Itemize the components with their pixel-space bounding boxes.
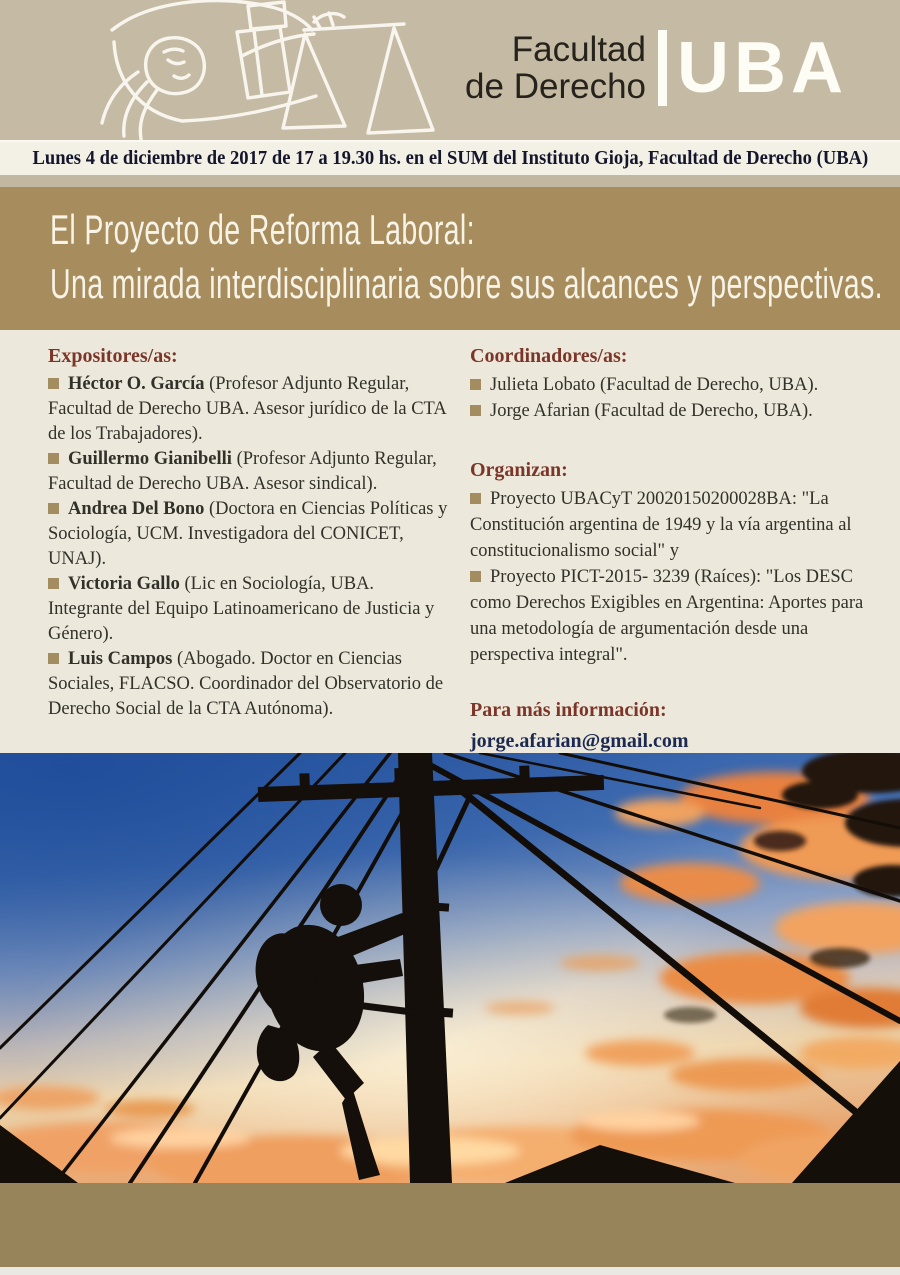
square-bullet-icon <box>470 493 481 504</box>
speaker-detail: (Abogado. Doctor en Ciencias Sociales, FLACSO. Coordinador del Observatorio de Derecho Social de la CTA Autónoma). <box>48 649 444 719</box>
body-area <box>0 330 900 753</box>
speaker-name: Andrea Del Bono <box>68 499 205 519</box>
coordinators-section <box>470 344 884 424</box>
date-banner <box>0 140 900 175</box>
speaker-item <box>48 572 452 647</box>
organizer-item: Proyecto UBACyT 20020150200028BA: "La Constitución argentina de 1949 y la vía argentina al constitucionalismo social" y <box>470 489 852 561</box>
speaker-detail: (Profesor Adjunto Regular, Facultad de Derecho UBA. Asesor jurídico de la CTA de los Trabajadores). <box>48 374 446 444</box>
uba-law-logo <box>465 30 848 106</box>
event-title-line2: Una mirada interdisciplinaria sobre sus alcances y perspectivas. <box>50 260 883 307</box>
speakers-section <box>48 344 452 722</box>
band-gap <box>0 175 900 187</box>
header-band <box>0 0 900 140</box>
coordinator-item: Julieta Lobato (Facultad de Derecho, UBA). <box>470 372 884 398</box>
speaker-item <box>48 447 452 497</box>
bottom-strip <box>0 1267 900 1275</box>
speaker-name: Héctor O. García <box>68 374 205 394</box>
logo-faculty-line2: de Derecho <box>465 67 646 106</box>
contact-email: jorge.afarian@gmail.com <box>470 730 689 752</box>
justice-scales-illustration <box>52 0 442 140</box>
square-bullet-icon <box>48 653 59 664</box>
speaker-name: Victoria Gallo <box>68 574 180 594</box>
organizers-section <box>470 458 884 668</box>
footer-band <box>0 1183 900 1267</box>
square-bullet-icon <box>470 405 481 416</box>
speaker-detail: (Doctora en Ciencias Políticas y Sociología, UCM. Investigadora del CONICET, UNAJ). <box>48 499 448 569</box>
right-column <box>470 344 884 786</box>
speakers-heading: Expositores/as: <box>48 345 178 367</box>
title-band <box>0 187 900 330</box>
speaker-name: Guillermo Gianibelli <box>68 449 232 469</box>
logo-faculty-name <box>465 31 646 105</box>
coordinators-heading: Coordinadores/as: <box>470 345 628 367</box>
speaker-detail: (Profesor Adjunto Regular, Facultad de Derecho UBA. Asesor sindical). <box>48 449 437 494</box>
square-bullet-icon <box>48 453 59 464</box>
organizers-heading: Organizan: <box>470 459 568 481</box>
square-bullet-icon <box>48 378 59 389</box>
logo-university-acronym: UBA <box>677 28 848 108</box>
speaker-detail: (Lic en Sociología, UBA. Integrante del Equipo Latinoamericano de Justicia y Género). <box>48 574 435 644</box>
speaker-item <box>48 647 452 722</box>
square-bullet-icon <box>48 578 59 589</box>
lineman-sunset-photo <box>0 753 900 1183</box>
date-banner-text: Lunes 4 de diciembre de 2017 de 17 a 19.30 hs. en el SUM del Instituto Gioja, Facultad de Derecho (UBA) <box>32 147 868 169</box>
coordinator-item: Jorge Afarian (Facultad de Derecho, UBA). <box>470 398 884 424</box>
logo-faculty-line1: Facultad <box>511 30 646 69</box>
square-bullet-icon <box>48 503 59 514</box>
speaker-name: Luis Campos <box>68 649 173 669</box>
speaker-item <box>48 497 452 572</box>
contact-heading: Para más información: <box>470 699 667 721</box>
event-title-line1: El Proyecto de Reforma Laboral: <box>50 206 475 253</box>
square-bullet-icon <box>470 379 481 390</box>
speaker-item <box>48 372 452 447</box>
organizer-item: Proyecto PICT-2015- 3239 (Raíces): "Los DESC como Derechos Exigibles en Argentina: Aportes para una metodología de argumentación desde una perspectiva integral". <box>470 567 864 665</box>
square-bullet-icon <box>470 571 481 582</box>
logo-divider-bar <box>658 30 667 106</box>
